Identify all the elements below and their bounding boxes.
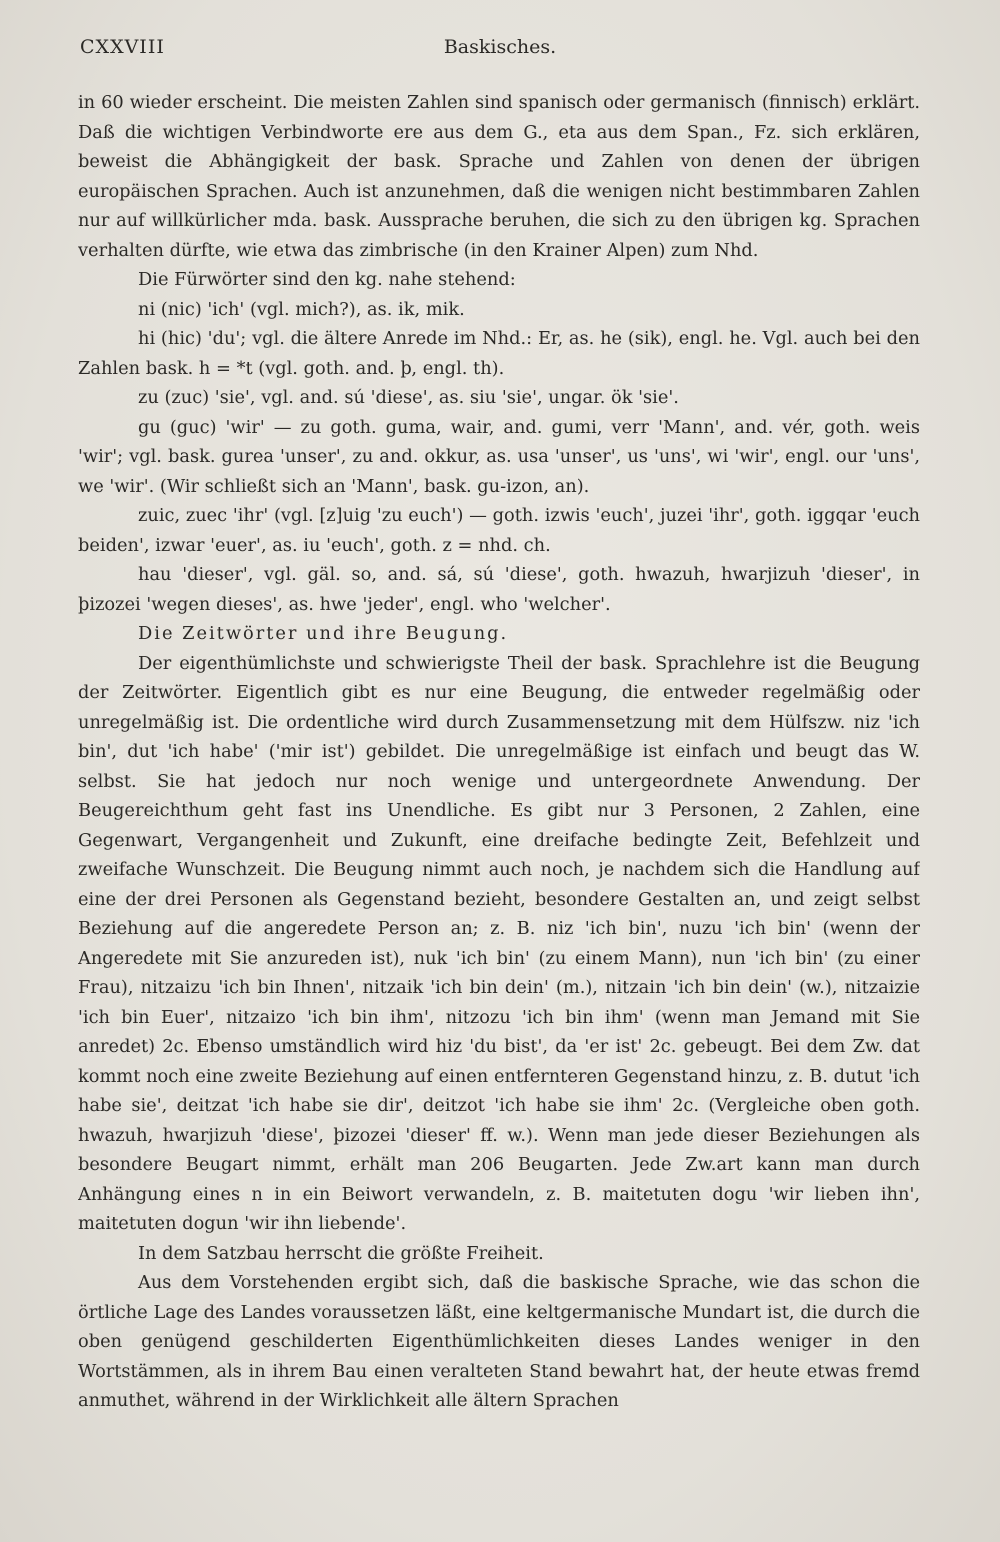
paragraph-conclusion: Aus dem Vorstehenden ergibt sich, daß die baskische Sprache, wie das schon die örtliche Lage des Landes voraussetzen läßt, eine keltgermanische Mundart ist, die durch die oben genügend geschilderten Eigenthümlichkeiten dieses Landes weniger in den Wortstämmen, als in ihrem Bau einen veralteten Stand bewahrt hat, der heute etwas fremd anmuthet, während in der Wirklichkeit alle ältern Sprachen bbox=[78, 1272, 920, 1411]
running-head bbox=[80, 36, 920, 66]
pronoun-entry-ni: ni (nic) 'ich' (vgl. mich?), as. ik, mik. bbox=[138, 298, 465, 320]
running-title: Baskisches. bbox=[443, 36, 557, 58]
body-text bbox=[78, 88, 920, 1508]
page-number: CXXVIII bbox=[80, 36, 165, 58]
pronoun-entry-zu: zu (zuc) 'sie', vgl. and. sú 'diese', as. siu 'sie', ungar. ök 'sie'. bbox=[138, 387, 679, 408]
section-heading-verbs: Die Zeitwörter und ihre Beugung. bbox=[138, 623, 509, 644]
pronoun-entry-zuic: zuic, zuec 'ihr' (vgl. [z]uig 'zu euch') — goth. izwis 'euch', juzei 'ihr', goth. iggqar 'euch beiden', izwar 'euer', as. iu 'euch', goth. z = nhd. ch. bbox=[78, 505, 920, 556]
paragraph-syntax: In dem Satzbau herrscht die größte Freiheit. bbox=[138, 1242, 544, 1264]
pronoun-entry-gu: gu (guc) 'wir' — zu goth. guma, wair, and. gumi, verr 'Mann', and. vér, goth. weis 'wir'; vgl. bask. gurea 'unser', zu and. okkur, as. usa 'unser', us 'uns', wi 'wir', engl. our 'uns', we 'wir'. (Wir schließt sich an 'Mann', bask. gu-izon, an). bbox=[78, 416, 920, 497]
section-heading-pronouns: Die Fürwörter sind den kg. nahe stehend: bbox=[138, 269, 516, 290]
paragraph-numerals-conclusion: in 60 wieder erscheint. Die meisten Zahlen sind spanisch oder germanisch (finnisch) erklärt. Daß die wichtigen Verbindworte ere aus dem G., eta aus dem Span., Fz. sich erklären, beweist die Abhängigkeit der bask. Sprache und Zahlen von denen der übrigen europäischen Sprachen. Auch ist anzunehmen, daß die wenigen nicht bestimmbaren Zahlen nur auf willkürlicher mda. bask. Aussprache beruhen, die sich zu den übrigen kg. Sprachen verhalten dürfte, wie etwa das zimbrische (in den Krainer Alpen) zum Nhd. bbox=[78, 92, 920, 261]
paragraph-verb-conjugation: Der eigenthümlichste und schwierigste Theil der bask. Sprachlehre ist die Beugung der Zeitwörter. Eigentlich gibt es nur eine Beugung, die entweder regelmäßig oder unregelmäßig ist. Die ordentliche wird durch Zusammensetzung mit dem Hülfszw. niz 'ich bin', dut 'ich habe' ('mir ist') gebildet. Die unregelmäßige ist einfach und beugt das W. selbst. Sie hat jedoch nur noch wenige und untergeordnete Anwendung. Der Beugereichthum geht fast ins Unendliche. Es gibt nur 3 Personen, 2 Zahlen, eine Gegenwart, Vergangenheit und Zukunft, eine dreifache bedingte Zeit, Befehlzeit und zweifache Wunschzeit. Die Beugung nimmt auch noch, je nachdem sich die Handlung auf eine der drei Personen als Gegenstand bezieht, besondere Gestalten an, und zeigt selbst Beziehung auf die angeredete Person an; z. B. niz 'ich bin', nuzu 'ich bin' (wenn der Angeredete mit Sie anzureden ist), nuk 'ich bin' (zu einem Mann), nun 'ich bin' (zu einer Frau), nitzaizu 'ich bin Ihnen', nitzaik 'ich bin dein' (m.), nitzain 'ich bin dein' (w.), nitzaizie 'ich bin Euer', nitzaizo 'ich bin ihm', nitzozu 'ich bin ihm' (wenn man Jemand mit Sie anredet) 2c. Ebenso umständlich wird hiz 'du bist', da 'er ist' 2c. gebeugt. Bei dem Zw. dat kommt noch eine zweite Beziehung auf einen entfernteren Gegenstand hinzu, z. B. dutut 'ich habe sie', deitzat 'ich habe sie dir', deitzot 'ich habe sie ihm' 2c. (Vergleiche oben goth. hwazuh, hwarjizuh 'diese', þizozei 'dieser' ff. w.). Wenn man jede dieser Beziehungen als besondere Beugart nimmt, erhält man 206 Beugarten. Jede Zw.art kann man durch Anhängung eines n in ein Beiwort verwandeln, z. B. maitetuten dogu 'wir lieben ihn', maitetuten dogun 'wir ihn liebende'. bbox=[78, 652, 920, 1234]
pronoun-entry-hi: hi (hic) 'du'; vgl. die ältere Anrede im Nhd.: Er, as. he (sik), engl. he. Vgl. auch bei den Zahlen bask. h = *t (vgl. goth. and. þ, engl. th). bbox=[78, 328, 920, 379]
pronoun-entry-hau: hau 'dieser', vgl. gäl. so, and. sá, sú 'diese', goth. hwazuh, hwarjizuh 'dieser', in þizozei 'wegen dieses', as. hwe 'jeder', engl. who 'welcher'. bbox=[78, 564, 920, 615]
